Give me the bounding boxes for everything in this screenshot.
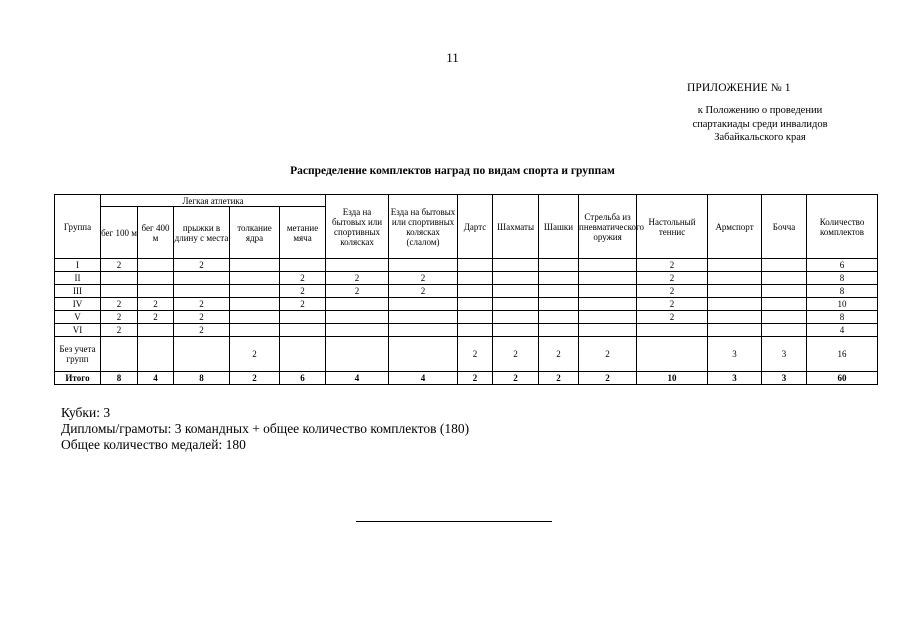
cell [637,337,708,372]
cell-group: Итого [55,372,101,385]
cell [101,272,138,285]
page-number: 11 [446,50,459,65]
cell [280,311,326,324]
header-bocce: Бочча [762,195,807,259]
medals-note: Общее количество медалей: 180 [61,437,246,452]
appendix-title: ПРИЛОЖЕНИЕ № 1 [687,82,791,94]
cell [230,259,280,272]
cell-group: Без учета групп [55,337,101,372]
cell: 2 [101,324,138,337]
cell [230,311,280,324]
cell [762,285,807,298]
cell [458,285,493,298]
cell [138,324,174,337]
cell: 2 [637,285,708,298]
appendix-line-2: спартакиады среди инвалидов [692,118,828,130]
cell: 2 [174,324,230,337]
cell [458,311,493,324]
cell [762,298,807,311]
table-row [55,337,878,372]
cell: 2 [101,298,138,311]
cell-group: I [55,259,101,272]
cell-total: 6 [807,259,878,272]
cell: 2 [230,337,280,372]
cell [493,259,539,272]
cell: 2 [280,298,326,311]
header-checkers: Шашки [539,195,579,259]
appendix-line-3: Забайкальского края [714,132,806,143]
cell [539,311,579,324]
cell: 2 [101,259,138,272]
cell: 2 [101,311,138,324]
cell [326,337,389,372]
cell: 10 [637,372,708,385]
cell-total: 16 [807,337,878,372]
notes [61,405,469,453]
cell: 2 [389,285,458,298]
header-shooting: Стрельба из пневматического оружия [579,195,637,259]
header-table-tennis: Настольный теннис [637,195,708,259]
cell: 2 [389,272,458,285]
cell: 3 [762,337,807,372]
cell: 2 [637,311,708,324]
cell [579,311,637,324]
header-group: Группа [55,195,101,259]
cell [762,324,807,337]
header-wheelchair-ride: Езда на бытовых или спортивных колясках [326,195,389,259]
cell: 2 [326,272,389,285]
table-title: Распределение комплектов наград по видам спорта и группам [290,165,615,177]
cell [458,298,493,311]
cell [280,337,326,372]
cell: 4 [138,372,174,385]
table-row [55,324,878,337]
cell: 2 [493,372,539,385]
cell [708,298,762,311]
cups-note: Кубки: 3 [61,405,111,420]
cell [708,285,762,298]
cell [174,285,230,298]
cell [138,272,174,285]
cell [637,324,708,337]
header-total: Количество комплектов [807,195,878,259]
cell [708,272,762,285]
cell [539,324,579,337]
cell: 8 [174,372,230,385]
header-wheelchair-slalom: Езда на бытовых или спортивных колясках (слалом) [389,195,458,259]
cell [539,272,579,285]
cell [493,311,539,324]
cell-total: 8 [807,285,878,298]
header-run-100: бег 100 м [101,207,138,259]
cell: 2 [539,337,579,372]
cell [539,259,579,272]
cell [101,285,138,298]
cell: 2 [326,285,389,298]
table-row-total [55,372,878,385]
cell: 2 [637,259,708,272]
cell: 3 [762,372,807,385]
cell [389,298,458,311]
cell: 4 [389,372,458,385]
cell [389,324,458,337]
cell-total: 8 [807,272,878,285]
cell [389,311,458,324]
cell [493,272,539,285]
cell: 2 [539,372,579,385]
cell [326,324,389,337]
header-darts: Дартс [458,195,493,259]
cell [762,272,807,285]
cell: 6 [280,372,326,385]
cell [326,311,389,324]
cell: 2 [579,337,637,372]
cell: 3 [708,337,762,372]
cell [230,324,280,337]
cell [138,259,174,272]
cell [389,259,458,272]
cell [762,259,807,272]
cell [280,324,326,337]
cell: 2 [458,337,493,372]
diplomas-note: Дипломы/грамоты: 3 командных + общее количество комплектов (180) [61,421,470,436]
header-ball-throw: метание мяча [280,207,326,259]
cell: 2 [280,272,326,285]
cell: 2 [174,311,230,324]
cell [458,324,493,337]
header-shot-put: толкание ядра [230,207,280,259]
cell [579,324,637,337]
cell: 2 [138,298,174,311]
cell-total: 10 [807,298,878,311]
table-row [55,298,878,311]
cell [230,298,280,311]
cell [326,259,389,272]
appendix-subtitle [640,104,880,145]
cell-group: IV [55,298,101,311]
cell [579,272,637,285]
appendix-line-1: к Положению о проведении [697,105,823,116]
cell [493,298,539,311]
header-chess: Шахматы [493,195,539,259]
cell [174,337,230,372]
cell: 2 [138,311,174,324]
cell: 2 [493,337,539,372]
awards-table [54,194,878,385]
cell: 4 [326,372,389,385]
cell [708,259,762,272]
cell: 2 [174,298,230,311]
cell-total: 8 [807,311,878,324]
cell [493,285,539,298]
cell [174,272,230,285]
table-row [55,272,878,285]
cell [101,337,138,372]
cell [280,259,326,272]
cell: 2 [458,372,493,385]
cell: 8 [101,372,138,385]
cell [539,298,579,311]
cell-group: V [55,311,101,324]
cell [458,259,493,272]
cell: 2 [579,372,637,385]
cell [762,311,807,324]
table-row [55,311,878,324]
cell [579,285,637,298]
cell [539,285,579,298]
signature-line [356,521,552,522]
cell [458,272,493,285]
cell-group: VI [55,324,101,337]
header-long-jump: прыжки в длину с места [174,207,230,259]
cell [138,285,174,298]
header-run-400: бег 400 м [138,207,174,259]
cell: 2 [280,285,326,298]
cell [708,311,762,324]
cell: 2 [230,372,280,385]
cell [708,324,762,337]
cell [493,324,539,337]
cell: 3 [708,372,762,385]
table-row [55,259,878,272]
cell [579,298,637,311]
cell: 2 [637,272,708,285]
header-armwrestling: Армспорт [708,195,762,259]
cell [230,285,280,298]
cell: 2 [174,259,230,272]
table-row [55,285,878,298]
cell-total: 60 [807,372,878,385]
cell-group: III [55,285,101,298]
header-athletics: Легкая атлетика [101,195,326,207]
cell [230,272,280,285]
cell-group: II [55,272,101,285]
cell-total: 4 [807,324,878,337]
cell [326,298,389,311]
cell [138,337,174,372]
cell [579,259,637,272]
cell [389,337,458,372]
cell: 2 [637,298,708,311]
